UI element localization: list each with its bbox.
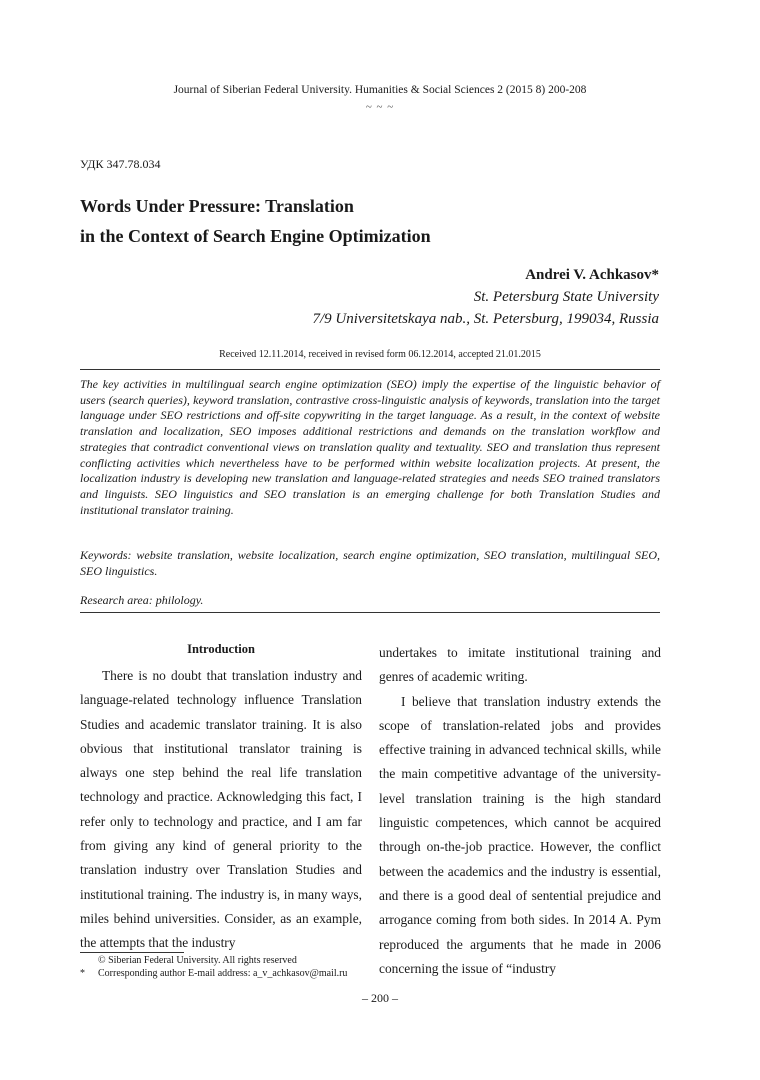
received-dates: Received 12.11.2014, received in revised form 06.12.2014, accepted 21.01.2015	[219, 349, 541, 360]
page-number: – 200 –	[362, 991, 398, 1005]
corresponding-text: Corresponding author E-mail address: a_v_achkasov@mail.ru	[98, 968, 348, 979]
research-area: Research area: philology.	[80, 593, 204, 607]
footnote-copyright	[80, 955, 297, 966]
author-affiliation: St. Petersburg State University	[473, 289, 659, 305]
author-name: Andrei V. Achkasov*	[525, 267, 659, 283]
author-address: 7/9 Universitetskaya nab., St. Petersburg, 199034, Russia	[312, 311, 659, 327]
title-line-1: Words Under Pressure: Translation	[80, 196, 354, 216]
right-paragraph-2: I believe that translation industry extends the scope of translation-related jobs and provides effective training in advanced technical skills, while the main competitive advantage of the university-level translation training is the high standard linguistic competences, which cannot be acquired through on-the-job practice. However, the conflict between the academics and the industry is essential, and there is a good deal of sentential prejudice and arrogance coming from both sides. In 2014 A. Pym reproduced the arguments that he made in 2006 concerning the issue of “industry	[379, 693, 661, 976]
section-heading: Introduction	[187, 642, 255, 656]
header-ornament: ~ ~ ~	[365, 101, 395, 113]
abstract-text: The key activities in multilingual search engine optimization (SEO) imply the expertise of the linguistic behavior of users (search queries), keyword translation, contrastive cross-linguistic analysis of keywords, translation into the target language under SEO restrictions and off-site copywriting in the target language. As a result, in the context of website translation and localization, SEO imposes additional restrictions and demands on the translation workflow and strategies that contradict conventional views on translation quality and textuality. SEO and translation thus represent conflicting activities which nevertheless have to be performed within website localization projects. At present, the localization industry is developing new translation and language-related strategies and needs SEO trained translators and linguists. SEO linguistics and SEO translation is an emerging challenge for both Translation Studies and institutional translator training.	[80, 377, 660, 517]
keywords: Keywords: website translation, website localization, search engine optimization, SEO translation, multilingual SEO, SEO linguistics.	[80, 548, 660, 578]
footnote-mark: *	[80, 968, 85, 979]
top-rule	[80, 369, 660, 370]
left-column	[80, 641, 362, 956]
right-column	[379, 641, 661, 981]
title-line-2: in the Context of Search Engine Optimization	[80, 226, 431, 246]
footnote-corresponding	[80, 968, 347, 979]
copyright-text: © Siberian Federal University. All rights reserved	[98, 955, 297, 966]
journal-header: Journal of Siberian Federal University. Humanities & Social Sciences 2 (2015 8) 200-208	[173, 84, 587, 96]
abstract	[80, 377, 660, 518]
bottom-rule	[80, 612, 660, 613]
udk-code: УДК 347.78.034	[80, 157, 161, 171]
left-paragraph: There is no doubt that translation industry and language-related technology influence Translation Studies and academic translator training. It is also obvious that institutional translator training is always one step behind the real life translation technology and practice. Acknowledging this fact, I refer only to technology and practice, and I am far from giving any kind of general priority to the translation industry over Translation Studies and institutional training. The industry is, in many ways, miles behind universities. Consider, as an example, the attempts that the industry	[80, 668, 362, 951]
footnote-rule	[80, 952, 184, 953]
right-paragraph-1: undertakes to imitate institutional training and genres of academic writing.	[379, 645, 661, 685]
